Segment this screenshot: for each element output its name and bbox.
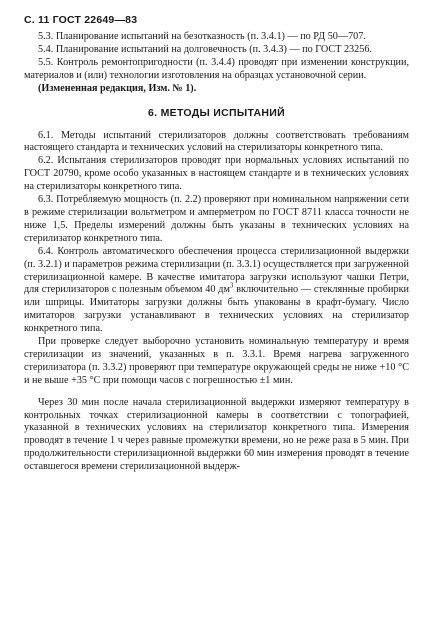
amendment-note: (Измененная редакция, Изм. № 1). xyxy=(38,82,197,94)
paragraph-6-4-part-1: 6.4. Контроль автоматического обеспечения процесса стерилизационной выдержки (п. 3.2.1) и параметров режима стерилизации (п. 3.3.1) осуществляется при загруженной стерилизационной камере. В качестве имитатора загрузки используют чашки Петри, для стерилизаторов с полезным объемом 40 дм xyxy=(24,245,409,296)
paragraph-6-2: 6.2. Испытания стерилизаторов проводят при нормальных условиях испытаний по ГОСТ 20790, кроме особо указанных в настоящем стандарте и в технических условиях на стерилизаторы конкретного типа. xyxy=(24,155,409,193)
paragraph-30-min: Через 30 мин после начала стерилизационной выдержки измеряют температуру в контрольных точках стерилизационной камеры в соответствии с топографией, указанной в технических условиях на стерилизатор конкретного типа. Измерения проводят в течение 1 ч через равные промежутки времени, но не реже раза в 5 мин. При продолжительности стерилизационной выдержки 60 мин измерения проводят в течение оставшегося времени стерилизационной выдерж- xyxy=(24,396,409,473)
paragraph-6-1: 6.1. Методы испытаний стерилизаторов должны соответствовать требованиям настоящего стандарта и технических условий на стерилизаторы конкретного типа. xyxy=(24,129,409,154)
paragraph-check: При проверке следует выборочно установить номинальную температуру и время стерилизации из значений, указанных в п. 3.3.1. Время нагрева загруженного стерилизатора (п. 3.3.2) проверяют при температуре окружающей среды не ниже +10 °С и не выше +35 °С при помощи часов с погрешностью ±1 мин. xyxy=(24,336,409,386)
paragraph-5-4: 5.4. Планирование испытаний на долговечность (п. 3.4.3) — по ГОСТ 23256. xyxy=(38,43,372,55)
document-page xyxy=(24,14,409,474)
cubic-superscript: 3 xyxy=(229,282,234,291)
section-title: 6. МЕТОДЫ ИСПЫТАНИЙ xyxy=(148,106,285,119)
paragraph-5-3: 5.3. Планирование испытаний на безотказность (п. 3.4.1) — по РД 50—707. xyxy=(38,31,366,42)
paragraph-5-5: 5.5. Контроль ремонтопригодности (п. 3.4.4) проводят при изменении конструкции, материалов и (или) технологии изготовления на образцах установочной серии. xyxy=(24,56,409,81)
page-header: С. 11 ГОСТ 22649—83 xyxy=(24,14,138,26)
paragraph-6-3: 6.3. Потребляемую мощность (п. 2.2) проверяют при номинальном напряжении сети в режиме стерилизации вольтметром и амперметром по ГОСТ 8711 класса точности не ниже 1,5. Пределы измерений должны быть указаны в технических условиях на стерилизатор конкретного типа. xyxy=(24,194,409,244)
paragraph-6-4-part-2: включительно — стеклянные пробирки или шприцы. Имитаторы загрузки должны быть упакованы в крафт-бумагу. Число имитаторов загрузки устанавливают в технических условиях на стерилизатор конкретного типа. xyxy=(24,284,409,335)
paragraph-6-4 xyxy=(24,246,409,336)
